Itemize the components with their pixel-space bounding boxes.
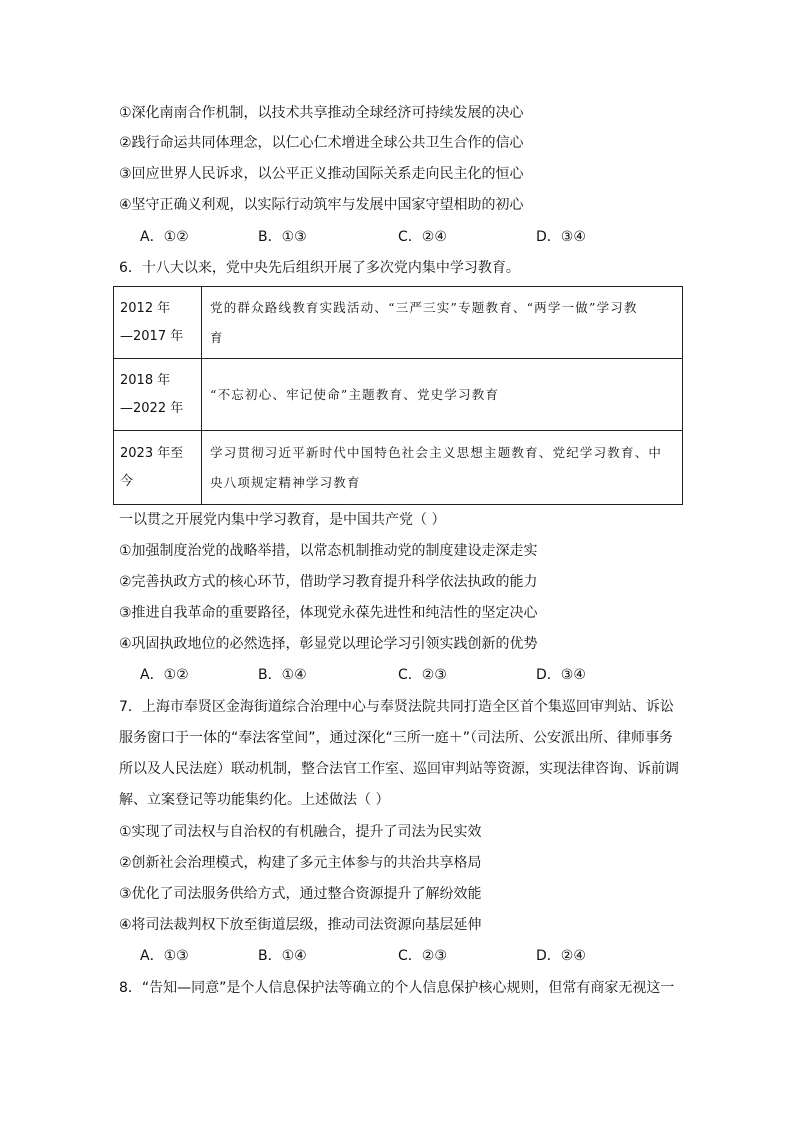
q5-item-3: ③回应世界人民诉求，以公平正义推动国际关系走向民主化的恒心 xyxy=(119,166,524,182)
q5-option-b[interactable]: B．①③ xyxy=(258,229,307,245)
q7-option-d[interactable]: D．②④ xyxy=(536,948,586,964)
table-year-cell: 2023 年至今 xyxy=(114,431,202,505)
q6-option-d[interactable]: D．③④ xyxy=(536,667,586,683)
q5-item-2: ②践行命运共同体理念，以仁心仁术增进全球公共卫生合作的信心 xyxy=(119,135,524,151)
q7-options xyxy=(140,946,680,966)
table-row xyxy=(114,431,683,505)
table-content-cell: 学习贯彻习近平新时代中国特色社会主义思想主题教育、党纪学习教育、中 央八项规定精神学习教育 xyxy=(202,431,683,505)
q5-item-1: ①深化南南合作机制，以技术共享推动全球经济可持续发展的决心 xyxy=(119,105,524,121)
table-row xyxy=(114,359,683,431)
q8-stem: 8．“告知—同意”是个人信息保护法等确立的个人信息保护核心规则，但常有商家无视这一 xyxy=(119,980,675,996)
q6-item-4: ④巩固执政地位的必然选择，彰显党以理论学习引领实践创新的优势 xyxy=(119,636,538,652)
table-content-cell: “不忘初心、牢记使命”主题教育、党史学习教育 xyxy=(202,359,683,431)
table-year-cell: 2012 年 —2017 年 xyxy=(114,287,202,359)
q6-options xyxy=(140,665,680,685)
q6-option-a[interactable]: A．①② xyxy=(140,667,189,683)
q7-item-2: ②创新社会治理模式，构建了多元主体参与的共治共享格局 xyxy=(119,855,482,871)
q6-item-3: ③推进自我革命的重要路径，体现党永葆先进性和纯洁性的坚定决心 xyxy=(119,605,538,621)
q5-option-a[interactable]: A．①② xyxy=(140,229,189,245)
q7-stem: 7．上海市奉贤区金海街道综合治理中心与奉贤法院共同打造全区首个集巡回审判站、诉讼服务窗口于一体的“奉法客堂间”，通过深化“三所一庭＋”（司法所、公安派出所、律师事务所以及人民法庭）联动机制，整合法官工作室、巡回审判站等资源，实现法律咨询、诉前调解、立案登记等功能集约化。上述做法（ ） xyxy=(119,699,679,808)
q6-item-1: ①加强制度治党的战略举措，以常态机制推动党的制度建设走深走实 xyxy=(119,543,538,559)
q7-option-b[interactable]: B．①④ xyxy=(258,948,307,964)
q7-option-c[interactable]: C．②③ xyxy=(398,948,447,964)
q6-study-table xyxy=(113,286,683,505)
q6-option-b[interactable]: B．①④ xyxy=(258,667,307,683)
table-row xyxy=(114,287,683,359)
q6-option-c[interactable]: C．②③ xyxy=(398,667,447,683)
q6-stem: 6．十八大以来，党中央先后组织开展了多次党内集中学习教育。 xyxy=(119,260,520,276)
q5-item-4: ④坚守正确义利观，以实际行动筑牢与发展中国家守望相助的初心 xyxy=(119,197,524,213)
q6-question: 一以贯之开展党内集中学习教育，是中国共产党（ ） xyxy=(119,512,446,528)
q5-options xyxy=(140,227,680,247)
q7-item-3: ③优化了司法服务供给方式，通过整合资源提升了解纷效能 xyxy=(119,886,482,902)
q5-option-c[interactable]: C．②④ xyxy=(398,229,447,245)
q5-option-d[interactable]: D．③④ xyxy=(536,229,586,245)
q7-item-1: ①实现了司法权与自治权的有机融合，提升了司法为民实效 xyxy=(119,824,482,840)
q6-item-2: ②完善执政方式的核心环节，借助学习教育提升科学依法执政的能力 xyxy=(119,574,538,590)
q7-option-a[interactable]: A．①③ xyxy=(140,948,189,964)
table-content-cell: 党的群众路线教育实践活动、“三严三实”专题教育、“两学一做”学习教 育 xyxy=(202,287,683,359)
q7-item-4: ④将司法裁判权下放至街道层级，推动司法资源向基层延伸 xyxy=(119,917,482,933)
table-year-cell: 2018 年 —2022 年 xyxy=(114,359,202,431)
